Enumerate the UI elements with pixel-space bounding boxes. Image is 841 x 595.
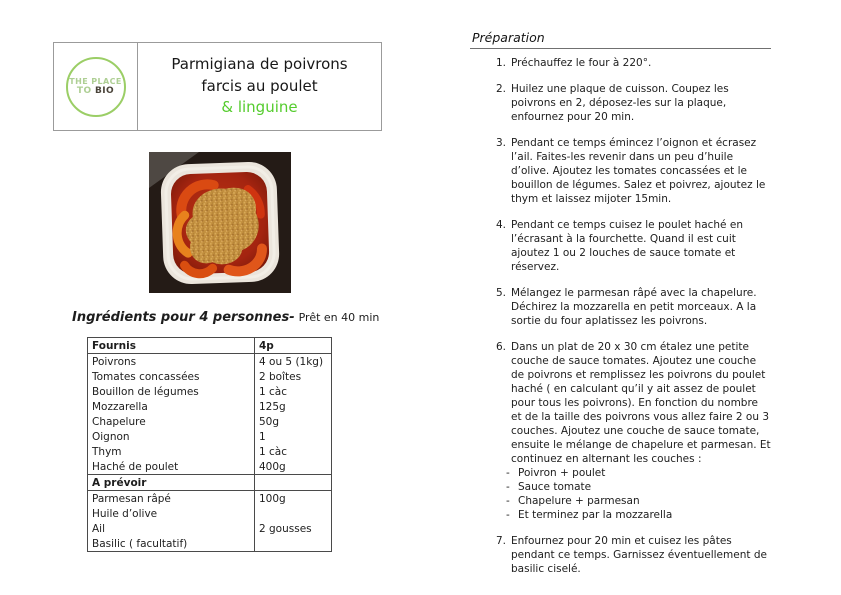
step-number: 7. [496,535,507,547]
ingredients-heading [72,306,379,325]
table-section-row [88,475,332,491]
prep-step-5 [470,286,771,328]
ingredient-qty [255,475,332,491]
prep-step-4 [470,218,771,274]
table-row [88,536,332,552]
ingredient-qty: 400g [255,459,332,475]
prep-step-3 [470,136,771,206]
ingredient-qty: 125g [255,399,332,414]
ingredient-name: Parmesan râpé [92,492,171,505]
recipe-title [138,43,381,130]
table-row [88,521,332,536]
step-text: Enfournez pour 20 min et cuisez les pâtes pendant ce temps. Garnissez éventuellement de basilic ciselé. [511,535,767,575]
bullet-dash: - [506,509,510,521]
ingredient-name: Oignon [92,430,130,443]
ingredient-qty: 4 ou 5 (1kg) [255,354,332,370]
table-row [88,399,332,414]
table-row [88,384,332,399]
recipe-title-line1: Parmigiana de poivrons [171,54,348,73]
preparation-heading: Préparation [470,30,771,49]
ingredient-name: Mozzarella [92,400,148,413]
table-row [88,506,332,521]
recipe-photo [149,152,291,293]
ingredient-qty: 2 gousses [255,521,332,536]
pepper-parmigiana-dish-image [149,152,291,293]
table-row [88,444,332,459]
layer-bullet-list [470,466,771,522]
bullet-text: Poivron + poulet [518,467,606,479]
logo-cell [54,43,138,130]
table-row [88,429,332,444]
list-item [470,508,771,522]
list-item [470,480,771,494]
ingredient-name: Poivrons [92,355,137,368]
table-row [88,369,332,384]
bullet-dash: - [506,495,510,507]
step-number: 3. [496,137,507,149]
ingredient-qty: 1 càc [255,444,332,459]
ingredient-name: A prévoir [88,475,255,491]
ingredient-qty [255,536,332,552]
bullet-text: Sauce tomate [518,481,592,493]
table-row [88,354,332,370]
bullet-dash: - [506,467,510,479]
prep-step-2 [470,82,771,124]
ingredient-qty: 100g [255,491,332,507]
ingredients-heading-bold: Ingrédients pour 4 personnes- [72,310,295,325]
ingredient-qty: 1 càc [255,384,332,399]
table-row [88,459,332,475]
ingredient-qty: 50g [255,414,332,429]
list-item [470,494,771,508]
the-place-to-bio-logo [66,57,126,117]
ingredient-name: Tomates concassées [92,370,200,383]
step-text: Dans un plat de 20 x 30 cm étalez une petite couche de sauce tomates. Ajoutez une couche de poivrons et remplissez les poivrons du poulet haché ( en calculant qu’il y ait assez de poulet pour tous les poivrons). En fonction du nombre et de la taille des poivrons vous allez faire 2 ou 3 couches. Ajoutez une couche de sauce tomate, ensuite le mélange de chapelure et parmesan. Et continuez en alternant les couches : [511,341,771,465]
ingredient-qty: 1 [255,429,332,444]
logo-line1: THE PLACE [69,77,122,86]
table-row [88,414,332,429]
ingredient-name: Thym [92,445,122,458]
step-text: Préchauffez le four à 220°. [511,57,652,69]
table-row [88,338,332,354]
ingredient-name: Basilic ( facultatif) [92,537,188,550]
prep-step-1 [470,56,771,70]
prep-step-7 [470,534,771,576]
table-row [88,491,332,507]
preparation-section [470,30,771,588]
ingredient-name: Huile d’olive [92,507,158,520]
bullet-text: Chapelure + parmesan [518,495,640,507]
list-item [470,466,771,480]
step-number: 1. [496,57,507,69]
prep-step-6 [470,340,771,466]
ingredient-qty [255,506,332,521]
ingredient-qty: 2 boîtes [255,369,332,384]
ingredients-table [87,337,332,552]
ingredient-qty: 4p [255,338,332,354]
bullet-text: Et terminez par la mozzarella [518,509,673,521]
recipe-header-box [53,42,382,131]
logo-to: TO [76,86,96,96]
ingredient-name: Bouillon de légumes [92,385,199,398]
bullet-dash: - [506,481,510,493]
recipe-title-line3: & linguine [221,98,298,117]
step-text: Pendant ce temps émincez l’oignon et écrasez l’ail. Faites-les revenir dans un peu d’huile d’olive. Ajoutez les tomates concassées et le bouillon de légumes. Salez et poivrez, ajoutez le thym et laissez mijoter 15min. [511,137,766,205]
logo-line2 [77,86,114,96]
ingredient-name: Ail [92,522,106,535]
logo-bio: BIO [95,86,115,96]
recipe-title-line2: farcis au poulet [201,76,318,95]
step-number: 6. [496,341,507,353]
ingredient-name: Fournis [88,338,255,354]
step-number: 2. [496,83,507,95]
step-text: Huilez une plaque de cuisson. Coupez les poivrons en 2, déposez-les sur la plaque, enfournez pour 20 min. [511,83,729,123]
ingredients-heading-rest: Prêt en 40 min [298,311,380,324]
ingredient-name: Chapelure [92,415,146,428]
step-text: Mélangez le parmesan râpé avec la chapelure. Déchirez la mozzarella en petit morceaux. A la sortie du four aplatissez les poivrons. [511,287,757,327]
step-number: 4. [496,219,507,231]
ingredient-name: Haché de poulet [92,460,179,473]
step-text: Pendant ce temps cuisez le poulet haché en l’écrasant à la fourchette. Quand il est cuit ajoutez 1 ou 2 louches de sauce tomate et réservez. [511,219,743,273]
step-number: 5. [496,287,507,299]
